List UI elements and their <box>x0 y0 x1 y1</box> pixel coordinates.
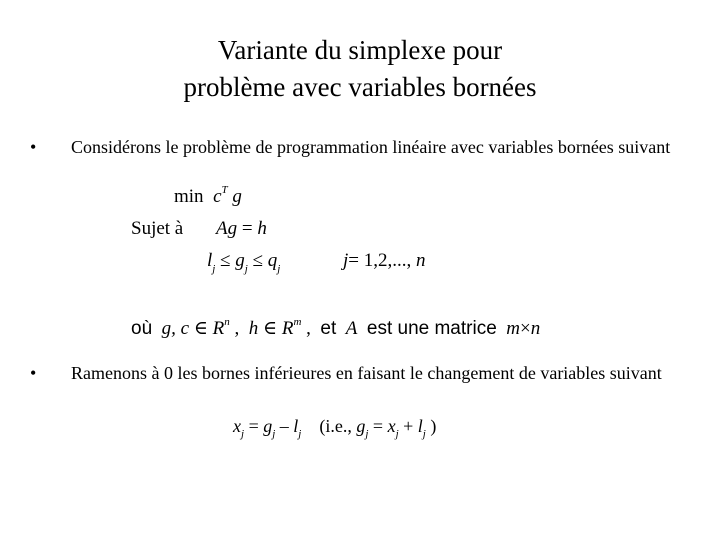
where-ou: où <box>131 318 153 339</box>
obj-g: g <box>232 186 242 207</box>
index-values: = 1,2,..., <box>348 250 416 271</box>
title-line-2: problème avec variables bornées <box>183 72 537 102</box>
obj-c: c <box>213 186 222 207</box>
sub-x2: x <box>387 416 396 436</box>
where-et: et <box>320 318 337 339</box>
sub-g-j: j <box>272 428 276 440</box>
where-A: A <box>345 318 358 339</box>
where-est-matrice: est une matrice <box>366 318 497 339</box>
where-dim-m: m <box>506 318 521 339</box>
index-range <box>343 250 426 272</box>
sub-minus: – <box>275 416 294 436</box>
sub-ie-close: ) <box>425 416 437 436</box>
sub-eq-2: = <box>368 416 388 436</box>
where-R-1: R <box>212 318 225 339</box>
objective-line <box>174 186 242 208</box>
constraint-h: h <box>257 218 267 239</box>
sub-g2: g <box>356 416 366 436</box>
bound-l-sub: j <box>212 263 216 275</box>
bullet-marker-2: • <box>30 363 37 383</box>
where-R-2: R <box>281 318 294 339</box>
where-comma-2: , <box>306 318 311 339</box>
constraint-eq: = <box>241 218 253 239</box>
sub-l-j: j <box>298 428 302 440</box>
sub-l: l <box>293 416 299 436</box>
substitution-line <box>233 415 437 440</box>
sub-eq-1: = <box>244 416 264 436</box>
bullet-marker-1: • <box>30 137 37 157</box>
bullet-text-1: Considérons le problème de programmation linéaire avec variables bornées suivant <box>71 137 671 157</box>
index-j: j <box>343 250 349 271</box>
bullet-text-2: Ramenons à 0 les bornes inférieures en faisant le changement de variables suivant <box>71 363 662 383</box>
where-comma-1: , <box>234 318 240 339</box>
where-times: × <box>520 318 531 339</box>
where-in-1: ∈ <box>193 318 208 339</box>
bound-g-sub: j <box>244 263 248 275</box>
bound-l: l <box>207 250 213 271</box>
sub-l2-j: j <box>422 428 426 440</box>
where-R-1-exp: n <box>224 316 230 328</box>
constraint-g: g <box>227 218 238 239</box>
title-line-1: Variante du simplexe pour <box>217 35 503 65</box>
bound-g: g <box>235 250 245 271</box>
subject-to-label: Sujet à <box>131 218 184 239</box>
sub-l2: l <box>417 416 423 436</box>
bound-le-2: ≤ <box>252 250 264 271</box>
sub-plus: + <box>398 416 418 436</box>
where-vars: g, c <box>161 318 190 339</box>
sub-g: g <box>263 416 273 436</box>
sub-ie-open: (i.e., <box>319 416 357 436</box>
where-dim-n: n <box>530 318 541 339</box>
where-h: h <box>248 318 259 339</box>
constraint-A: A <box>216 218 228 239</box>
where-line <box>131 318 540 340</box>
constraint-bounds <box>207 250 280 274</box>
where-R-2-exp: m <box>293 316 302 328</box>
slide-title <box>0 32 720 106</box>
sub-g2-j: j <box>365 428 369 440</box>
sub-x: x <box>233 416 241 436</box>
constraint-equality <box>216 218 267 240</box>
sub-x2-j: j <box>395 428 399 440</box>
bound-le-1: ≤ <box>220 250 231 271</box>
where-in-2: ∈ <box>263 318 278 339</box>
bound-q-sub: j <box>277 263 281 275</box>
obj-transpose: T <box>221 184 228 196</box>
min-label: min <box>174 186 204 207</box>
sub-x-j: j <box>241 428 245 440</box>
bound-q: q <box>267 250 278 271</box>
index-n: n <box>416 250 426 271</box>
